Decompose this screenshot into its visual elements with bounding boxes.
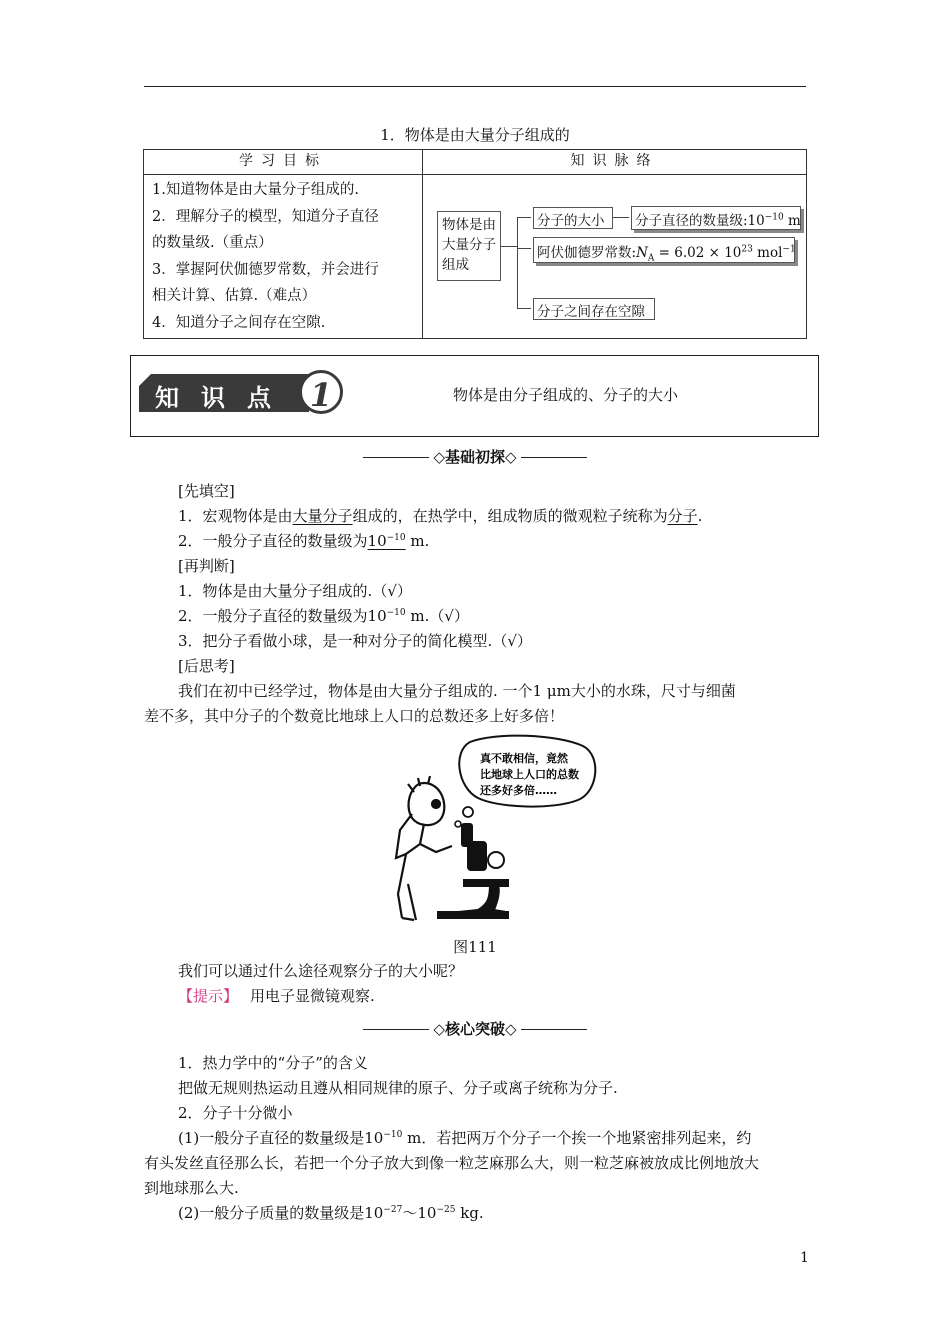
core-item-2-title: 2．分子十分微小	[178, 1104, 293, 1122]
exponent: −10	[386, 608, 406, 618]
exponent: 23	[741, 244, 753, 255]
branch-size-detail	[631, 206, 801, 230]
scientist-figure	[396, 776, 452, 920]
text: (2)一般分子质量的数量级是10	[178, 1204, 384, 1222]
section-heading-core	[0, 1018, 950, 1039]
goal-line: 相关计算、估算.（难点）	[152, 288, 317, 304]
text: 组成的，在热学中，组成物质的微观粒子统称为	[352, 507, 668, 525]
connector	[501, 246, 517, 247]
goal-line: 3．掌握阿伏伽德罗常数，并会进行	[152, 261, 379, 278]
knowledge-point-title: 物体是由分子组成的、分子的大小	[453, 386, 679, 404]
objectives-table	[143, 149, 807, 339]
unit: mol	[752, 245, 783, 261]
section-heading-basic	[0, 446, 950, 467]
connector	[517, 248, 531, 249]
heading-text: ◇核心突破◇	[433, 1020, 517, 1038]
lesson-title: 1．物体是由大量分子组成的	[380, 126, 570, 144]
think-label: [后思考]	[178, 657, 235, 675]
connector	[517, 217, 531, 218]
judge-item-1: 1．物体是由大量分子组成的.（√）	[178, 582, 412, 600]
fill-item-2	[178, 530, 429, 551]
exponent: −25	[436, 1205, 456, 1215]
fill-item-1	[178, 505, 702, 526]
core-item-1-text: 把做无规则热运动且遵从相同规律的原子、分子或离子统称为分子.	[178, 1079, 618, 1097]
core-item-2-line: 到地球那么大.	[144, 1179, 239, 1197]
goal-line: 4．知道分子之间存在空隙.	[152, 314, 326, 331]
judge-item-3: 3．把分子看做小球，是一种对分子的简化模型.（√）	[178, 632, 532, 650]
rule	[363, 1029, 429, 1030]
number-badge: 1	[299, 370, 343, 414]
unit: m	[783, 213, 801, 229]
bubble-text: 真不敢相信，竟然	[480, 752, 568, 765]
core-item-1-title: 1．热力学中的“分子”的含义	[178, 1054, 368, 1072]
avogadro-label: 阿伏伽德罗常数:	[537, 245, 637, 261]
answer-blank: 大量分子	[292, 507, 353, 525]
knowledge-network	[423, 175, 806, 327]
text: 2．一般分子直径的数量级为	[178, 532, 368, 550]
root-line: 大量分子	[442, 237, 496, 253]
root-line: 物体是由	[442, 217, 496, 233]
hint-label: 【提示】	[178, 987, 239, 1005]
text: 10	[367, 532, 387, 550]
exponent: −27	[383, 1205, 403, 1215]
exponent: −10	[386, 533, 406, 543]
microscope-figure	[438, 824, 508, 918]
question-text: 我们可以通过什么途径观察分子的大小呢？	[178, 962, 464, 980]
core-item-2-mass	[178, 1202, 484, 1223]
subscript: A	[647, 253, 655, 264]
hint-line	[178, 985, 375, 1006]
goal-line: 的数量级.（重点）	[152, 235, 273, 251]
bubble-text: 比地球上人口的总数	[480, 768, 579, 781]
root-line: 组成	[442, 257, 469, 273]
banner-text: 知识点	[155, 384, 293, 412]
header-goals: 学习目标	[144, 150, 423, 175]
exponent: −10	[764, 212, 784, 223]
text: (1)一般分子直径的数量级是10	[178, 1129, 384, 1147]
network-cell	[423, 175, 807, 339]
rule	[363, 457, 429, 458]
connector	[517, 308, 531, 309]
knowledge-point-box	[130, 355, 819, 437]
text: 2．一般分子直径的数量级为10	[178, 607, 387, 625]
microscope-cartoon	[378, 734, 600, 924]
knowledge-point-banner	[139, 370, 339, 418]
rule	[521, 457, 587, 458]
text: 1．宏观物体是由	[178, 507, 293, 525]
judge-label: [再判断]	[178, 557, 235, 575]
heading-text: ◇基础初探◇	[433, 448, 517, 466]
exponent: −1	[782, 244, 796, 255]
avogadro-value: = 6.02 × 10	[654, 245, 742, 261]
think-paragraph-line: 我们在初中已经学过，物体是由大量分子组成的. 一个1 μm大小的水珠，尺寸与细菌	[178, 682, 736, 700]
text: m.	[405, 532, 430, 550]
branch-avogadro	[533, 237, 795, 263]
text: ～10	[402, 1204, 437, 1222]
header-rule	[144, 86, 806, 87]
text: m.（√）	[405, 607, 469, 625]
hint-text: 用电子显微镜观察.	[250, 987, 375, 1005]
branch-size: 分子的大小	[533, 207, 613, 229]
answer-blank: 分子	[667, 507, 698, 525]
connector	[517, 217, 518, 309]
core-item-2-line	[178, 1127, 751, 1148]
connector	[613, 217, 629, 218]
answer-blank	[368, 532, 406, 550]
header-network: 知识脉络	[423, 150, 807, 175]
page-number: 1	[800, 1250, 809, 1266]
text: .	[697, 507, 703, 525]
symbol-n: N	[636, 245, 648, 261]
fill-label: [先填空]	[178, 482, 235, 500]
bubble-text: 还多好多倍……	[480, 784, 557, 797]
goals-cell	[144, 175, 423, 339]
bubble-dot	[455, 821, 461, 827]
rule	[521, 1029, 587, 1030]
think-paragraph-line: 差不多，其中分子的个数竟比地球上人口的总数还多上好多倍！	[144, 707, 565, 725]
judge-item-2	[178, 605, 469, 626]
figure-caption: 图111	[453, 938, 497, 956]
goal-line: 1.知道物体是由大量分子组成的.	[152, 182, 359, 198]
detail-text: 分子直径的数量级:10	[635, 213, 765, 229]
branch-gap: 分子之间存在空隙	[533, 298, 655, 320]
text: m．若把两万个分子一个挨一个地紧密排列起来，约	[402, 1129, 752, 1147]
core-item-2-line: 有头发丝直径那么长，若把一个分子放大到像一粒芝麻那么大，则一粒芝麻被放成比例地放大	[144, 1154, 760, 1172]
network-root	[437, 211, 501, 281]
goal-line: 2．理解分子的模型，知道分子直径	[152, 208, 379, 225]
bubble-dot	[463, 807, 473, 817]
exponent: −10	[383, 1130, 403, 1140]
text: kg.	[455, 1204, 484, 1222]
